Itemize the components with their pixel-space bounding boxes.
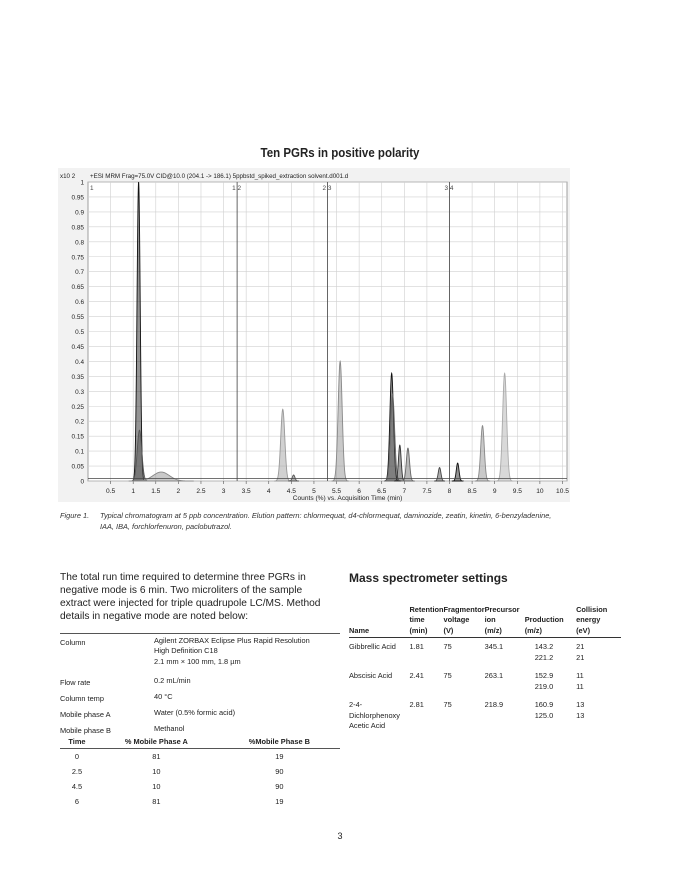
method-value-line: Water (0.5% formic acid)	[154, 707, 236, 717]
gradient-cell: 4.5	[71, 782, 83, 791]
ms-cell-frag	[444, 696, 485, 736]
x-tick-label: 7.5	[422, 488, 432, 495]
ms-cell-line: 221.2	[534, 652, 554, 662]
ms-cell-prec	[485, 667, 525, 696]
ms-cell-line: Gibbrellic Acid	[349, 642, 396, 651]
y-tick-label: 0.4	[75, 358, 84, 366]
ms-cell-line: 160.9	[534, 700, 554, 709]
ms-cell-ce	[576, 667, 621, 696]
x-tick-label: 2.5	[196, 488, 206, 495]
ms-header-line	[525, 594, 576, 605]
segment-marker-label: 2 3	[322, 185, 332, 192]
x-tick-label: 9.5	[512, 488, 522, 495]
figure-title: Ten PGRs in positive polarity	[260, 146, 420, 160]
x-tick-label: 2	[176, 488, 181, 495]
ms-header-line	[485, 594, 525, 605]
x-tick-label: 0.5	[106, 488, 116, 495]
y-tick-label: 0.8	[75, 239, 84, 247]
y-tick-label: 0.65	[71, 284, 84, 292]
method-value	[154, 676, 191, 687]
x-tick-label: 5	[312, 488, 316, 495]
ms-header-line: Name	[349, 625, 370, 635]
y-tick-label: 0.05	[71, 463, 84, 471]
x-axis-label: Counts (%) vs. Acquisition Time (min)	[292, 495, 403, 502]
chromatogram-chart	[58, 168, 570, 502]
x-tick-label: 5.5	[331, 488, 342, 495]
x-tick-label: 10.5	[556, 488, 569, 495]
gradient-row	[60, 794, 340, 809]
y-multiplier-label: x10 2	[60, 173, 76, 180]
page-number: 3	[337, 831, 343, 841]
ms-header-line: Production	[524, 615, 564, 624]
ms-cell-line: 218.9	[484, 700, 504, 709]
ms-cell-line: 75	[443, 700, 452, 709]
method-row	[60, 706, 340, 722]
gradient-cell: 2.5	[71, 767, 83, 776]
y-tick-label: 0.45	[71, 343, 84, 351]
ms-header	[444, 594, 485, 638]
y-tick-label: 0.6	[75, 299, 84, 307]
ms-header	[576, 594, 621, 638]
gradient-table	[60, 734, 340, 809]
ms-cell-line: 345.1	[484, 642, 504, 651]
ms-row	[349, 667, 621, 696]
ms-cell-line: Acetic Acid	[349, 721, 386, 730]
ms-cell-line: 1.81	[409, 642, 424, 651]
y-tick-label: 0.75	[71, 254, 84, 262]
ms-cell-line: 263.1	[484, 671, 504, 680]
gradient-header: Time	[60, 734, 94, 749]
ms-cell-line: 75	[443, 642, 452, 651]
ms-header-line: (V)	[443, 625, 454, 635]
ms-cell-line: 2.81	[409, 700, 424, 709]
method-key: Mobile phase B	[60, 726, 111, 735]
x-tick-label: 8	[447, 488, 452, 495]
x-tick-label: 9	[492, 488, 497, 495]
ms-cell-line: 13	[576, 700, 585, 709]
ms-header-line: (m/z)	[484, 625, 502, 635]
ms-header	[525, 594, 576, 638]
intro-paragraph: The total run time required to determine three PGRs in negative mode is 6 min. Two microliters of the sample extract were injected for triple quadrupole LC/MS. Method details in negative mode are noted below:	[60, 572, 321, 622]
gradient-row	[60, 764, 340, 779]
method-value	[154, 692, 173, 703]
ms-cell-prec	[485, 638, 525, 668]
ms-cell-line: 21	[576, 642, 585, 651]
y-tick-label: 0.95	[71, 194, 84, 202]
method-value-line: 40 °C	[154, 691, 173, 701]
method-row	[60, 674, 340, 690]
ms-cell-line: 11	[576, 671, 584, 680]
ms-header-line	[409, 594, 443, 605]
ms-header-line: Fragmentor	[443, 604, 485, 614]
ms-cell-line: 21	[576, 652, 585, 662]
chart-header: +ESI MRM Frag=75.0V CID@10.0 (204.1 -> 186.1) 5ppbstd_spiked_extraction solvent.d001.d	[90, 173, 349, 180]
gradient-cell: 81	[152, 797, 161, 806]
y-tick-label: 0.9	[75, 209, 84, 217]
ms-row	[349, 696, 621, 736]
method-value-line: Agilent ZORBAX Eclipse Plus Rapid Resolution	[154, 635, 310, 645]
ms-header-line	[444, 594, 485, 605]
ms-cell-line: 219.0	[534, 681, 554, 691]
method-row	[60, 690, 340, 706]
ms-header	[409, 594, 443, 638]
ms-cell-line: 11	[576, 681, 584, 691]
ms-cell-line: 75	[443, 671, 452, 680]
y-tick-label: 0.1	[75, 448, 84, 456]
ms-cell-line: 2.41	[409, 671, 424, 680]
y-tick-label: 0.3	[75, 388, 84, 396]
method-key: Column temp	[60, 694, 104, 703]
ms-header-line	[349, 605, 409, 616]
method-value	[154, 636, 310, 668]
ms-header-line: voltage	[443, 615, 470, 624]
ms-cell-line: Abscisic Acid	[349, 671, 393, 680]
ms-header-line: ion	[484, 615, 496, 624]
ms-header	[485, 594, 525, 638]
gradient-row	[60, 779, 340, 794]
ms-cell-ce	[576, 638, 621, 668]
y-tick-label: 0.55	[71, 314, 84, 322]
ms-cell-name	[349, 638, 409, 668]
ms-settings-title: Mass spectrometer settings	[349, 571, 508, 585]
ms-header-line: Retention	[409, 604, 444, 614]
ms-cell-ce	[576, 696, 621, 736]
method-value-line: 0.2 mL/min	[154, 675, 191, 685]
gradient-cell: 6	[74, 797, 80, 806]
ms-cell-rt	[409, 638, 443, 668]
ms-header-line: Collision	[576, 604, 608, 614]
gradient-header: %Mobile Phase B	[219, 734, 340, 749]
method-value-line: Methanol	[154, 723, 185, 733]
method-value-line: High Definition C18	[154, 646, 218, 655]
ms-cell-line: 2-4-Dichlorphenoxy	[349, 700, 400, 720]
method-value-line: 2.1 mm × 100 mm, 1.8 µm	[154, 656, 241, 666]
gradient-cell: 10	[152, 782, 161, 791]
x-tick-label: 1	[131, 488, 136, 495]
ms-header-line: Precursor	[484, 604, 520, 614]
caption-label: Figure 1.	[60, 511, 90, 520]
ms-cell-rt	[409, 696, 443, 736]
ms-cell-prec	[485, 696, 525, 736]
method-details-table	[60, 633, 340, 738]
x-tick-label: 6.5	[377, 488, 387, 495]
x-tick-label: 3.5	[241, 488, 251, 495]
ms-cell-name	[349, 667, 409, 696]
gradient-cell: 90	[275, 782, 284, 791]
ms-cell-line: 125.0	[534, 710, 554, 720]
y-tick-label: 0.5	[75, 329, 84, 336]
y-tick-label: 0.7	[75, 269, 84, 277]
y-tick-label: 0.85	[71, 224, 84, 232]
caption-text: Typical chromatogram at 5 ppb concentration. Elution pattern: chlormequat, d4-chlormequat, daminozide, zeatin, kinetin, 6-benzyladenine, IAA, IBA, forchlorfenuron, paclobutrazol.	[100, 511, 552, 531]
y-tick-label: 0.15	[71, 433, 84, 441]
y-tick-label: 0	[80, 478, 84, 486]
segment-marker-label: 3 4	[444, 185, 454, 192]
ms-row	[349, 638, 621, 668]
x-tick-label: 3	[221, 488, 226, 495]
ms-cell-line: 152.9	[534, 671, 554, 680]
ms-settings-table	[349, 594, 621, 736]
ms-header-line	[349, 615, 409, 626]
method-row	[60, 634, 340, 674]
ms-cell-prod	[525, 696, 576, 736]
method-value	[154, 708, 235, 719]
gradient-cell: 0	[74, 752, 80, 761]
ms-cell-line: 13	[576, 710, 585, 720]
ms-cell-prod	[525, 638, 576, 668]
method-value	[154, 724, 184, 735]
y-tick-label: 0.35	[71, 373, 84, 381]
y-tick-label: 0.2	[75, 418, 84, 426]
gradient-cell: 19	[275, 797, 284, 806]
ms-header-line: energy	[576, 615, 601, 624]
gradient-row	[60, 749, 340, 765]
x-tick-label: 4.5	[286, 488, 296, 495]
gradient-cell: 10	[152, 767, 161, 776]
ms-header-line: time	[409, 615, 425, 624]
ms-cell-rt	[409, 667, 443, 696]
ms-cell-line: 143.2	[534, 642, 554, 651]
x-tick-label: 4	[266, 488, 271, 495]
x-tick-label: 7	[402, 488, 407, 495]
x-tick-label: 6	[357, 488, 361, 495]
ms-header-line: (min)	[409, 625, 428, 635]
gradient-cell: 81	[152, 752, 161, 761]
gradient-cell: 90	[275, 767, 284, 776]
method-key: Mobile phase A	[60, 710, 111, 719]
y-tick-label: 0.25	[71, 403, 84, 411]
ms-header-line: (m/z)	[524, 625, 542, 635]
y-tick-label: 1	[80, 179, 84, 187]
method-key: Column	[60, 638, 86, 647]
x-tick-label: 10	[536, 488, 544, 495]
method-key: Flow rate	[60, 678, 91, 687]
x-tick-label: 8.5	[467, 488, 477, 495]
ms-cell-prod	[525, 667, 576, 696]
ms-header	[349, 594, 409, 638]
ms-header-line: (eV)	[576, 625, 591, 635]
ms-cell-name	[349, 696, 409, 736]
gradient-header: % Mobile Phase A	[94, 734, 219, 749]
gradient-cell: 19	[275, 752, 284, 761]
segment-marker-label: 1 2	[232, 185, 242, 192]
segment-marker-label: 1	[90, 185, 94, 192]
ms-header-line	[525, 605, 576, 616]
x-tick-label: 1.5	[151, 488, 161, 495]
ms-cell-frag	[444, 667, 485, 696]
ms-cell-frag	[444, 638, 485, 668]
